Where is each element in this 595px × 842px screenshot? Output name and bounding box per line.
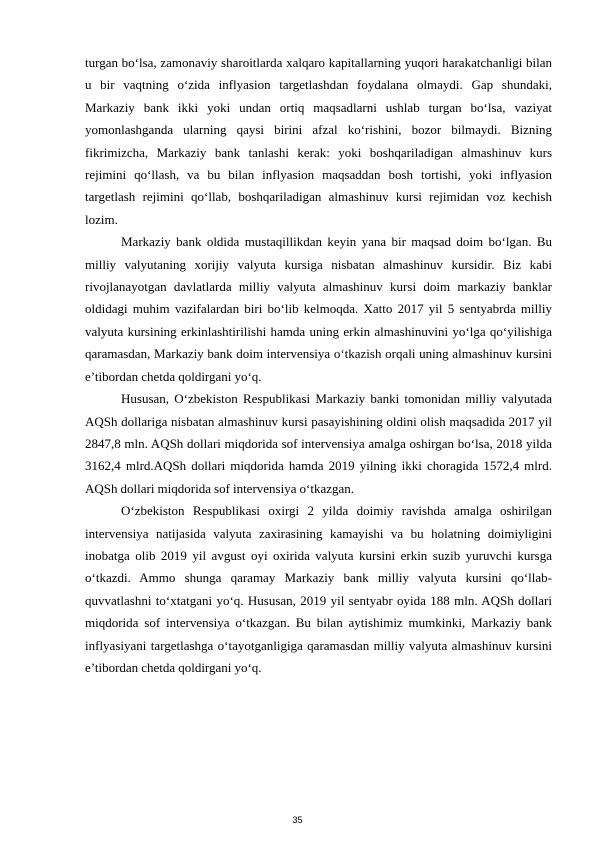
page-number: 35 <box>292 815 303 825</box>
paragraph-floating-rate: O‘zbekiston Respublikasi oxirgi 2 yilda doimiy ravishda amalga oshirilgan intervensiya natijasida valyuta zaxirasining kamayishi va bu holatning doimiyligini inobatga olib 2019 yil avgust oyi oxirida valyuta kursini erkin suzib yuruvchi kursga o‘tkazdi. Ammo shunga qaramay Markaziy bank milliy valyuta kursini qo‘llab-quvvatlashni to‘xtatgani yo‘q. Hususan, 2019 yil sentyabr oyida 188 mln. AQSh dollari miqdorida sof intervensiya o‘tkazgan. Bu bilan aytishimiz mumkinki, Markaziy bank inflyasiyani targetlashga o‘tayotganligiga qaramasdan milliy valyuta almashinuv kursini e’tibordan chetda qoldirgani yo‘q. <box>85 503 552 675</box>
document-body <box>85 52 552 679</box>
paragraph-continuation: turgan bo‘lsa, zamonaviy sharoitlarda xalqaro kapitallarning yuqori harakatchanligi bilan u bir vaqtning o‘zida inflyasion targetlashdan foydalana olmaydi. Gap shundaki, Markaziy bank ikki yoki undan ortiq maqsadlarni ushlab turgan bo‘lsa, vaziyat yomonlashganda ularning qaysi birini afzal ko‘rishini, bozor bilmaydi. Bizning fikrimizcha, Markaziy bank tanlashi kerak: yoki boshqariladigan almashinuv kurs rejimini qo‘llash, va bu bilan inflyasion maqsaddan bosh tortishi, yoki inflyasion targetlash rejimini qo‘llab, boshqariladigan almashinuv kursi rejimidan voz kechish lozim. <box>85 55 552 227</box>
paragraph-intervention-figures: Hususan, O‘zbekiston Respublikasi Markaziy banki tomonidan milliy valyutada AQSh dollariga nisbatan almashinuv kursi pasayishining oldini olish maqsadida 2017 yil 2847,8 mln. AQSh dollari miqdorida sof intervensiya amalga oshirgan bo‘lsa, 2018 yilda 3162,4 mlrd.AQSh dollari miqdorida hamda 2019 yilning ikki choragida 1572,4 mlrd. AQSh dollari miqdorida sof intervensiya o‘tkazgan. <box>85 391 552 496</box>
paragraph-central-bank-objective: Markaziy bank oldida mustaqillikdan keyin yana bir maqsad doim bo‘lgan. Bu milliy valyutaning xorijiy valyuta kursiga nisbatan almashinuv kursidir. Biz kabi rivojlanayotgan davlatlarda milliy valyuta almashinuv kursi doim markaziy banklar oldidagi muhim vazifalardan biri bo‘lib kelmoqda. Xatto 2017 yil 5 sentyabrda milliy valyuta kursining erkinlashtirilishi hamda uning erkin almashinuvini yo‘lga qo‘yilishiga qaramasdan, Markaziy bank doim intervensiya o‘tkazish orqali uning almashinuv kursini e’tibordan chetda qoldirgani yo‘q. <box>85 234 552 384</box>
